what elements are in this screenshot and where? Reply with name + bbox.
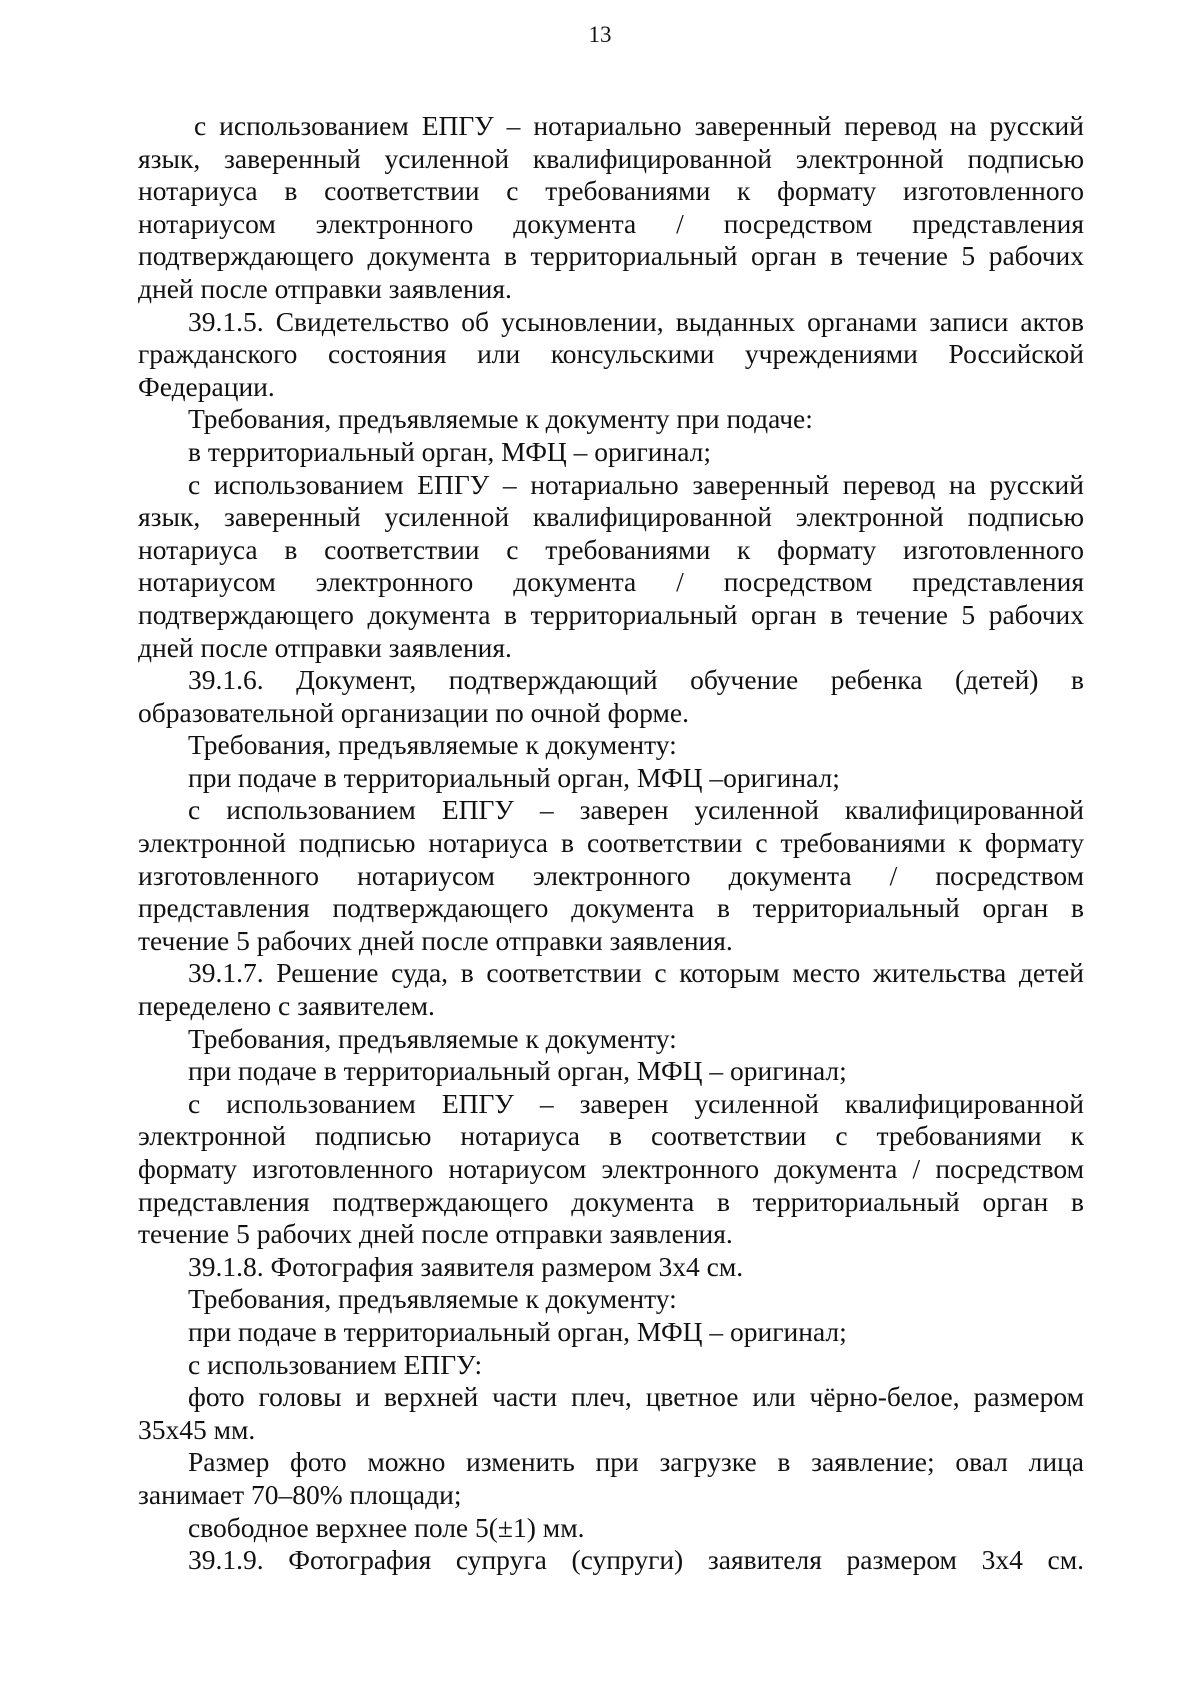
text-line: переделено с заявителем. xyxy=(138,990,435,1022)
text-line: 39.1.9. Фотография супруга (супруги) заявителя размером 3х4 см. xyxy=(188,1544,1084,1576)
text-line: с использованием ЕПГУ – нотариально заверенный перевод на русский xyxy=(194,110,1084,141)
text-line: Требования, предъявляемые к документу: xyxy=(188,1283,677,1315)
document-body xyxy=(138,110,1084,1577)
text-line: электронной подписью нотариуса в соответствии с требованиями к xyxy=(138,1120,1084,1152)
text-line: фото головы и верхней части плеч, цветное или чёрно-белое, размером xyxy=(188,1381,1084,1413)
text-line: изготовленного нотариусом электронного документа / посредством xyxy=(138,859,1084,891)
text-line: свободное верхнее поле 5(±1) мм. xyxy=(188,1511,585,1543)
text-line: с использованием ЕПГУ – заверен усиленной квалифицированной xyxy=(188,794,1084,826)
text-line: с использованием ЕПГУ: xyxy=(188,1348,483,1380)
text-line: дней после отправки заявления. xyxy=(138,272,512,304)
text-line: в территориальный орган, МФЦ – оригинал; xyxy=(188,435,712,467)
text-line: 39.1.7. Решение суда, в соответствии с которым место жительства детей xyxy=(188,957,1084,989)
text-line: 39.1.6. Документ, подтверждающий обучение ребенка (детей) в xyxy=(188,664,1084,696)
text-line: дней после отправки заявления. xyxy=(138,631,512,663)
text-line: подтверждающего документа в территориальный орган в течение 5 рабочих xyxy=(138,598,1084,630)
text-line: Федерации. xyxy=(138,370,275,402)
text-line: при подаче в территориальный орган, МФЦ –оригинал; xyxy=(188,761,840,793)
text-line: язык, заверенный усиленной квалифицированной электронной подписью xyxy=(138,142,1084,174)
text-line: нотариуса в соответствии с требованиями к формату изготовленного xyxy=(138,175,1084,207)
text-line: подтверждающего документа в территориальный орган в течение 5 рабочих xyxy=(138,240,1084,272)
text-line: представления подтверждающего документа в территориальный орган в xyxy=(138,1185,1084,1217)
text-line: электронной подписью нотариуса в соответствии с требованиями к формату xyxy=(138,827,1084,859)
text-line: Требования, предъявляемые к документу при подаче: xyxy=(188,403,813,435)
text-line: нотариуса в соответствии с требованиями к формату изготовленного xyxy=(138,533,1084,565)
text-line: с использованием ЕПГУ – нотариально заверенный перевод на русский xyxy=(188,468,1084,500)
text-line: течение 5 рабочих дней после отправки заявления. xyxy=(138,1218,733,1250)
text-line: 39.1.8. Фотография заявителя размером 3х4 см. xyxy=(188,1250,744,1282)
text-line: образовательной организации по очной форме. xyxy=(138,696,689,728)
text-line: гражданского состояния или консульскими учреждениями Российской xyxy=(138,338,1084,370)
text-line: при подаче в территориальный орган, МФЦ – оригинал; xyxy=(188,1055,847,1087)
text-line: 35х45 мм. xyxy=(138,1413,256,1445)
text-line: занимает 70–80% площади; xyxy=(138,1478,462,1510)
text-line: с использованием ЕПГУ – заверен усиленной квалифицированной xyxy=(188,1087,1084,1119)
text-line: Размер фото можно изменить при загрузке в заявление; овал лица xyxy=(188,1446,1084,1478)
text-line: Требования, предъявляемые к документу: xyxy=(188,729,677,761)
text-line: нотариусом электронного документа / посредством представления xyxy=(138,566,1084,598)
text-line: 39.1.5. Свидетельство об усыновлении, выданных органами записи актов xyxy=(188,305,1084,337)
text-line: язык, заверенный усиленной квалифицированной электронной подписью xyxy=(138,501,1084,533)
text-line: при подаче в территориальный орган, МФЦ – оригинал; xyxy=(188,1315,847,1347)
text-line: формату изготовленного нотариусом электронного документа / посредством xyxy=(138,1153,1084,1184)
text-line: Требования, предъявляемые к документу: xyxy=(188,1022,677,1054)
text-line: представления подтверждающего документа в территориальный орган в xyxy=(138,892,1084,924)
text-line: течение 5 рабочих дней после отправки заявления. xyxy=(138,924,733,956)
text-line: нотариусом электронного документа / посредством представления xyxy=(138,207,1084,239)
page-number: 13 xyxy=(588,22,612,47)
